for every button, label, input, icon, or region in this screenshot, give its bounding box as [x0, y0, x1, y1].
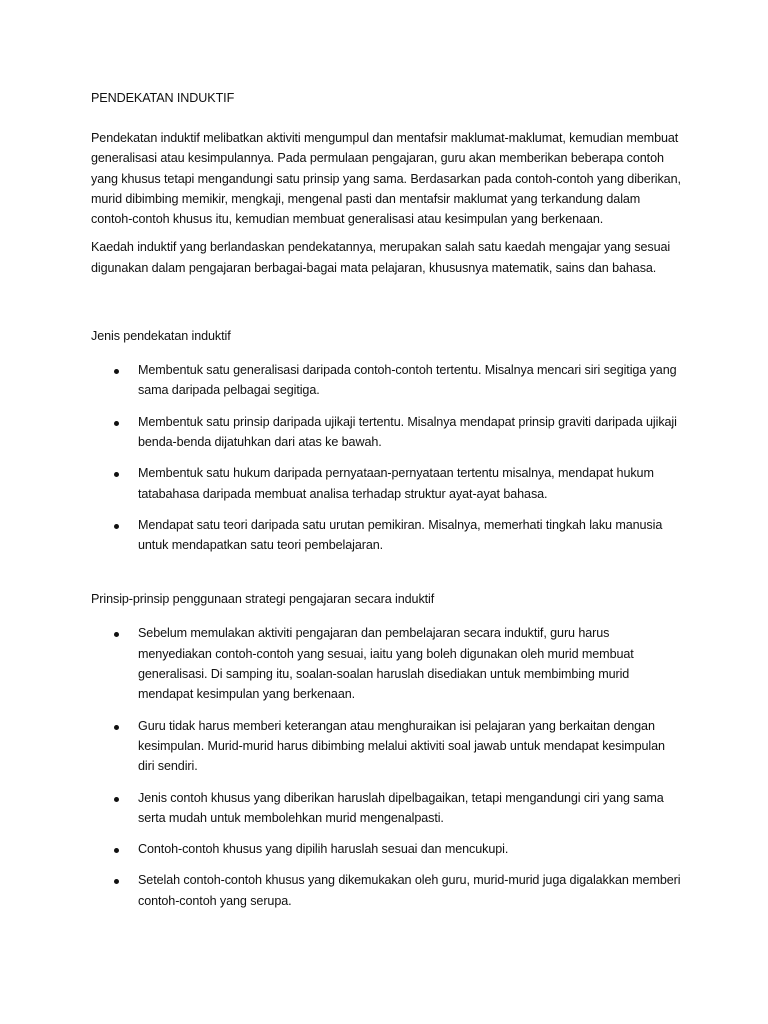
bullet-dot-icon: [114, 472, 119, 477]
bullet-dot-icon: [114, 797, 119, 802]
types-list: [91, 360, 681, 555]
list-item: [91, 623, 681, 704]
list-item: [91, 870, 681, 911]
bullet-dot-icon: [114, 524, 119, 529]
method-paragraph: Kaedah induktif yang berlandaskan pendekatannya, merupakan salah satu kaedah mengajar yang sesuai digunakan dalam pengajaran berbagai-bagai mata pelajaran, khususnya matematik, sains dan bahasa.: [91, 240, 671, 275]
list-item: [91, 412, 681, 453]
document-page: [91, 88, 681, 922]
list-item-text: Contoh-contoh khusus yang dipilih haruslah sesuai dan mencukupi.: [138, 842, 509, 857]
intro-paragraph: Pendekatan induktif melibatkan aktiviti mengumpul dan mentafsir maklumat-maklumat, kemudian membuat generalisasi atau kesimpulannya. Pada permulaan pengajaran, guru akan memberikan beberapa contoh yang khusus tetapi mengandungi satu prinsip yang sama. Berdasarkan pada contoh-contoh yang diberikan, murid dibimbing memikir, mengkaji, mengenal pasti dan mentafsir maklumat yang terkandung dalam contoh-contoh khusus itu, kemudian membuat generalisasi atau kesimpulan yang berkenaan.: [91, 131, 681, 227]
bullet-dot-icon: [114, 725, 119, 730]
bullet-dot-icon: [114, 879, 119, 884]
list-item: [91, 839, 681, 859]
section-heading-types: Jenis pendekatan induktif: [91, 329, 231, 344]
list-item: [91, 788, 681, 829]
list-item: [91, 716, 681, 777]
bullet-dot-icon: [114, 369, 119, 374]
principles-list: [91, 623, 681, 911]
list-item: [91, 515, 681, 556]
list-item: [91, 360, 681, 401]
section-heading-principles: Prinsip-prinsip penggunaan strategi pengajaran secara induktif: [91, 592, 435, 607]
list-item-text: Membentuk satu prinsip daripada ujikaji tertentu. Misalnya mendapat prinsip graviti daripada ujikaji benda-benda dijatuhkan dari atas ke bawah.: [138, 414, 677, 449]
list-item-text: Jenis contoh khusus yang diberikan haruslah dipelbagaikan, tetapi mengandungi ciri yang sama serta mudah untuk membolehkan murid mengenalpasti.: [138, 790, 664, 825]
list-item-text: Guru tidak harus memberi keterangan atau menghuraikan isi pelajaran yang berkaitan dengan kesimpulan. Murid-murid harus dibimbing melalui aktiviti soal jawab untuk mendapat kesimpulan diri sendiri.: [138, 718, 665, 774]
bullet-dot-icon: [114, 632, 119, 637]
bullet-dot-icon: [114, 848, 119, 853]
list-item-text: Mendapat satu teori daripada satu urutan pemikiran. Misalnya, memerhati tingkah laku manusia untuk mendapatkan satu teori pembelajaran.: [138, 517, 663, 553]
list-item: [91, 463, 681, 504]
list-item-text: Sebelum memulakan aktiviti pengajaran dan pembelajaran secara induktif, guru harus menyediakan contoh-contoh yang sesuai, iaitu yang boleh digunakan oleh murid membuat generalisasi. Di samping itu, soalan-soalan haruslah disediakan untuk membimbing murid mendapat kesimpulan yang berkenaan.: [138, 626, 634, 702]
list-item-text: Setelah contoh-contoh khusus yang dikemukakan oleh guru, murid-murid juga digalakkan memberi contoh-contoh yang serupa.: [138, 873, 681, 908]
list-item-text: Membentuk satu hukum daripada pernyataan-pernyataan tertentu misalnya, mendapat hukum tatabahasa daripada membuat analisa terhadap struktur ayat-ayat bahasa.: [138, 466, 654, 501]
list-item-text: Membentuk satu generalisasi daripada contoh-contoh tertentu. Misalnya mencari siri segitiga yang sama daripada pelbagai segitiga.: [138, 363, 677, 398]
document-title: PENDEKATAN INDUKTIF: [91, 91, 235, 105]
bullet-dot-icon: [114, 421, 119, 426]
